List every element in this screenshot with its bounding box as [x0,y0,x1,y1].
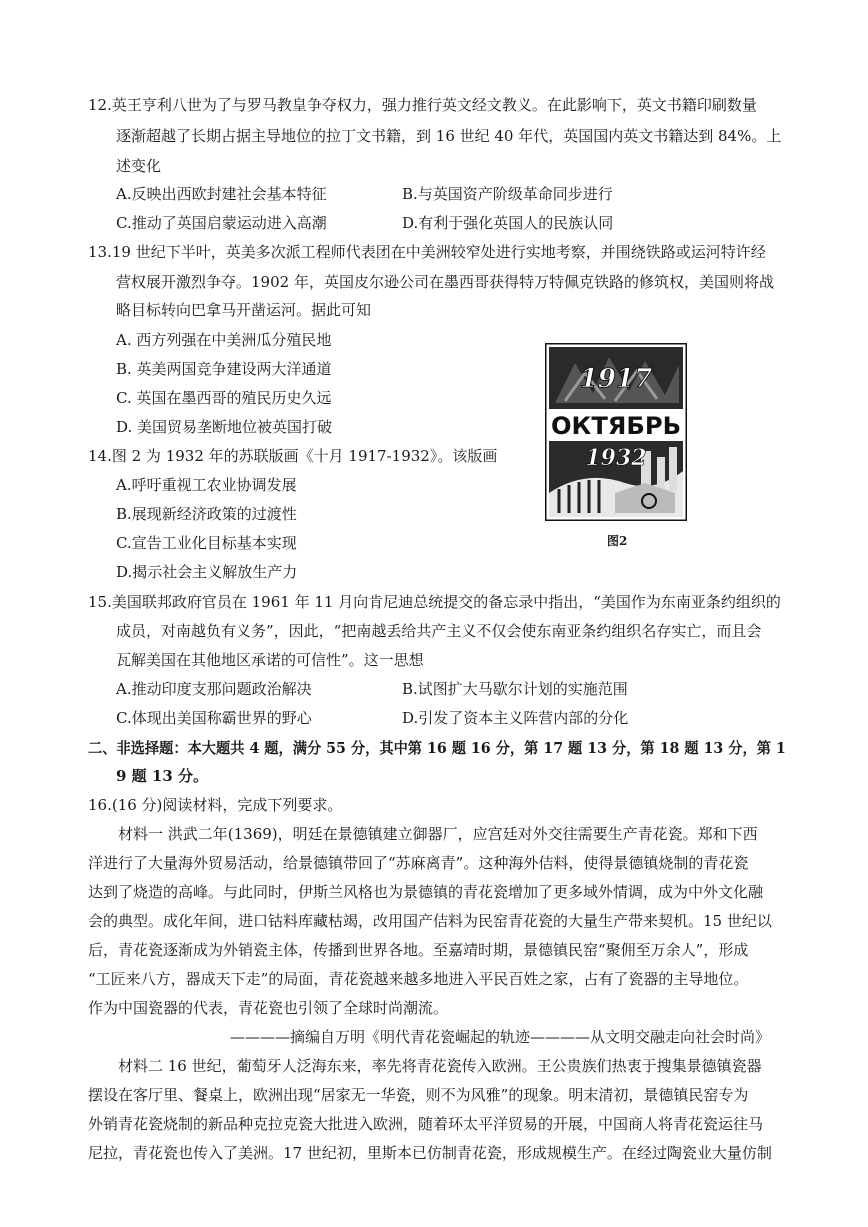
q15-option-c: C.体现出美国称霸世界的野心 [116,709,312,727]
q12-option-a: A.反映出西欧封建社会基本特征 [116,185,327,203]
q15-line-2: 成员，对南越负有义务”，因此，“把南越丢给共产主义不仅会使东南亚条约组织名存实亡，而且会 [116,622,762,640]
figure-top-year: 1917 [579,364,653,394]
q12-line-3: 述变化 [116,157,162,175]
q16-material1-line-1: 材料一 洪武二年(1369)，明廷在景德镇建立御器厂，应宫廷对外交往需要生产青花瓷。郑和下西 [118,825,758,843]
q12-line-2: 逐渐超越了长期占据主导地位的拉丁文书籍，到 16 世纪 40 年代，英国国内英文书籍达到 84%。上 [116,127,782,145]
section2-heading-line-2: 9 题 13 分。 [116,767,208,785]
q13-line-2: 营权展开激烈争夺。1902 年，英国皮尔逊公司在墨西哥获得特万特佩克铁路的修筑权，美国则将战 [116,273,774,291]
q15-line-3: 瓦解美国在其他地区承诺的可信性”。这一思想 [116,651,424,669]
woodcut-image [545,343,687,521]
q12-option-d: D.有利于强化英国人的民族认同 [402,214,614,232]
q16-material1-line-2: 洋进行了大量海外贸易活动，给景德镇带回了“苏麻离青”。这种海外佶料，使得景德镇烧制的青花瓷 [88,854,749,872]
q16-material1-line-5: 后，青花瓷逐渐成为外销瓷主体，传播到世界各地。至嘉靖时期，景德镇民窑“聚佣至万余人”，形成 [88,941,749,959]
q12-line-1: 12.英王亨利八世为了与罗马教皇争夺权力，强力推行英文经文教义。在此影响下，英文书籍印刷数量 [88,96,757,114]
q14-option-a: A.呼吁重视工农业协调发展 [116,476,297,494]
q16-material2-line-3: 外销青花瓷烧制的新品种克拉克瓷大批进入欧洲，随着环太平洋贸易的开展，中国商人将青花瓷运往马 [88,1115,764,1133]
q12-option-c: C.推动了英国启蒙运动进入高潮 [116,214,327,232]
q16-material1-line-6: “工匠来八方，器成天下走”的局面，青花瓷越来越多地进入平民百姓之家，占有了瓷器的主导地位。 [88,970,749,988]
q14-option-d: D.揭示社会主义解放生产力 [116,563,298,581]
q16-material2-line-1: 材料二 16 世纪，葡萄牙人泛海东来，率先将青花瓷传入欧洲。王公贵族们热衷于搜集景德镇瓷器 [118,1057,762,1075]
figure-caption: 图2 [607,534,628,548]
q15-option-a: A.推动印度支那问题政治解决 [116,680,312,698]
figure-title-word: ОКТЯБРЬ [551,412,681,440]
q16-material2-line-4: 尼拉，青花瓷也传入了美洲。17 世纪初，里斯本已仿制青花瓷，形成规模生产。在经过陶瓷业大量仿制 [88,1144,772,1162]
q16-material1-source: ————摘编自万明《明代青花瓷崛起的轨迹————从文明交融走向社会时尚》 [230,1028,771,1046]
section2-heading-line-1: 二、非选择题：本大题共 4 题，满分 55 分，其中第 16 题 16 分，第 17 题 13 分，第 18 题 13 分，第 1 [88,739,786,757]
q14-line-1: 14.图 2 为 1932 年的苏联版画《十月 1917-1932》。该版画 [88,447,498,465]
q13-line-3: 略目标转向巴拿马开凿运河。据此可知 [116,301,372,319]
figure-bottom-year: 1932 [585,445,647,471]
soviet-print-figure [545,343,687,521]
q16-material1-line-3: 达到了烧造的高峰。与此同时，伊斯兰风格也为景德镇的青花瓷增加了更多域外情调，成为中外文化融 [88,883,764,901]
q16-material1-line-4: 会的典型。成化年间，进口钴料库藏枯竭，改用国产佶料为民窑青花瓷的大量生产带来契机。15 世纪以 [88,912,772,930]
q12-option-b: B.与英国资产阶级革命同步进行 [402,185,613,203]
q14-option-c: C.宣告工业化目标基本实现 [116,534,297,552]
q15-line-1: 15.美国联邦政府官员在 1961 年 11 月向肯尼迪总统提交的备忘录中指出，“美国作为东南亚条约组织的 [88,593,781,611]
q16-material1-line-7: 作为中国瓷器的代表，青花瓷也引领了全球时尚潮流。 [88,999,449,1017]
q14-option-b: B.展现新经济政策的过渡性 [116,505,297,523]
q16-material2-line-2: 摆设在客厅里、餐桌上，欧洲出现“居家无一华瓷，则不为风雅”的现象。明末清初，景德镇民窑专为 [88,1086,749,1104]
q16-header: 16.(16 分)阅读材料，完成下列要求。 [88,796,343,814]
q13-option-d: D. 美国贸易垄断地位被英国打破 [116,418,333,436]
q15-option-d: D.引发了资本主义阵营内部的分化 [402,709,629,727]
q13-line-1: 13.19 世纪下半叶，英美多次派工程师代表团在中美洲较窄处进行实地考察，并围绕铁路或运河特许经 [88,243,766,261]
q13-option-b: B. 英美两国竞争建设两大洋通道 [116,360,332,378]
q13-option-c: C. 英国在墨西哥的殖民历史久远 [116,389,332,407]
q15-option-b: B.试图扩大马歇尔计划的实施范围 [402,680,628,698]
q13-option-a: A. 西方列强在中美洲瓜分殖民地 [116,331,332,349]
